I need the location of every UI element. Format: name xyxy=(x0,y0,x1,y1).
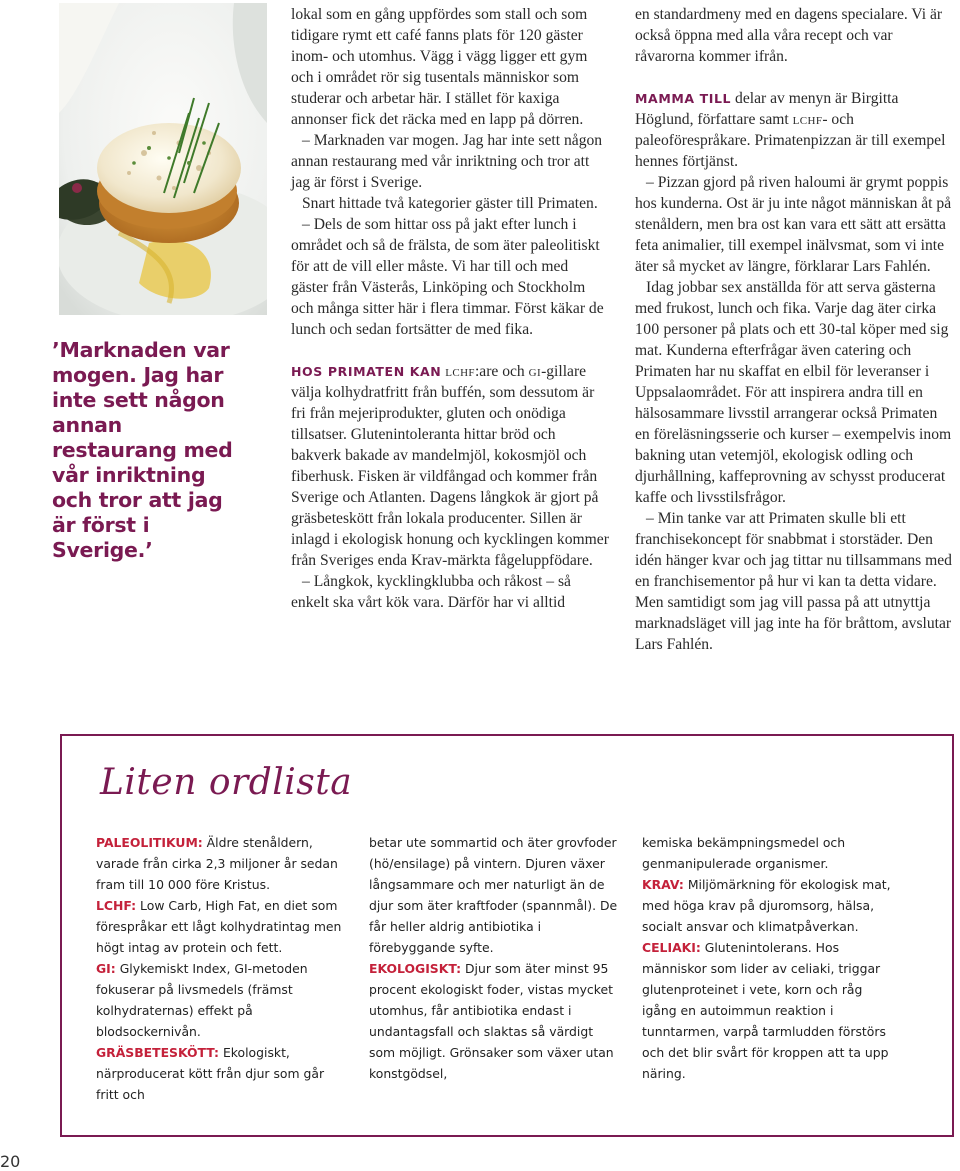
glossary-definition: Glykemiskt Index, GI-metoden fokuserar på livsmedels (främst kolhydraternas) effekt på blodsockernivån. xyxy=(96,961,308,1039)
paragraph: – Marknaden var mogen. Jag har inte sett någon annan restaurang med vår inriktning och tror att jag är först i Sverige. xyxy=(291,132,603,191)
glossary-entry xyxy=(96,895,346,958)
paragraph: – Dels de som hittar oss på jakt efter lunch i området och så de frälsta, de som äter paleolitiskt för att de vill eller måste. Vi har till och med gäster från Västerås, Linköping och Stockholm och många sitter här i flera timmar. Först käkar de lunch och sedan fortsätter de med fika. xyxy=(291,216,604,338)
food-photo xyxy=(59,3,267,315)
pull-quote: ’Marknaden var mogen. Jag har inte sett någon annan restaurang med vår inriktning och tror att jag är först i Sverige.’ xyxy=(52,338,233,562)
abbr: lchf xyxy=(792,111,823,128)
glossary-entry xyxy=(642,832,894,874)
glossary-definition: Low Carb, High Fat, en diet som förespråkar ett lågt kolhydratintag men högt intag av protein och fett. xyxy=(96,898,342,955)
glossary-term: PALEOLITIKUM: xyxy=(96,835,203,850)
paragraph: lokal som en gång uppfördes som stall och som tidigare rymt ett café fanns plats för 120 gäster inom- och utomhus. Vägg i vägg ligger ett gym och i området rör sig tusentals människor som studerar och arbetar här. I stället för kaxiga annonser fick det räcka med en lapp på dörren. xyxy=(291,6,588,128)
glossary-entry xyxy=(369,958,619,1084)
glossary-term: LCHF: xyxy=(96,898,137,913)
glossary-definition: Miljömärkning för ekologisk mat, med höga krav på djuromsorg, hälsa, socialt ansvar och klimatpåverkan. xyxy=(642,877,891,934)
paragraph: – Min tanke var att Primaten skulle bli ett franchisekoncept för snabbmat i storstäder. Den idén hänger kvar och jag tittar nu tillsammans med en franchisementor på hur vi kan ta detta vidare. Men samtidigt som jag vill passa på att utnyttja marknadsläget vill jag inte ha för bråttom, avslutar Lars Fahlén. xyxy=(635,510,952,653)
paragraph xyxy=(635,88,955,172)
glossary-entry xyxy=(96,832,346,895)
glossary-term: CELIAKI: xyxy=(642,940,701,955)
glossary-entry xyxy=(369,832,619,958)
glossary-column-3 xyxy=(642,832,894,1084)
glossary-entry xyxy=(96,958,346,1042)
glossary-title: Liten ordlista xyxy=(100,762,353,803)
article-column-3 xyxy=(635,4,955,655)
glossary-definition: Äldre stenåldern, varade från cirka 2,3 miljoner år sedan fram till 10 000 före Kristus. xyxy=(96,835,338,892)
text: -gillare välja kolhydratfritt från buffén, som dessutom är fri från mejeriprodukter, gluten och onödiga tillsatser. Glutenintoleranta hittar bröd och bakverk bakade av mandelmjöl, kokosmjöl och fiberhusk. Fisken är vildfångad och kommer från Sverige och Atlanten. Dagens långkok är gjort på gräsbeteskött från lokala producenter. Sillen är inlagd i ekologisk honung och kycklingen kommer från Sveriges enda Krav-märkta fågeluppfödare. xyxy=(291,363,609,569)
glossary-definition: kemiska bekämpningsmedel och genmanipulerade organismer. xyxy=(642,835,846,871)
glossary-column-1 xyxy=(96,832,346,1105)
glossary-definition: Ekologiskt, närproducerat kött från djur som går fritt och xyxy=(96,1045,325,1102)
paragraph: – Långkok, kycklingklubba och råkost – så enkelt ska vårt kök vara. Därför har vi alltid xyxy=(291,573,571,611)
number: 30 xyxy=(818,321,836,338)
page-number: 20 xyxy=(0,1152,21,1171)
paragraph xyxy=(291,361,609,571)
glossary-definition: Glutenintolerans. Hos människor som lider av celiaki, triggar glutenproteinet i vete, korn och råg igång en autoimmun reaktion i tunntarmen, varpå tarmludden förstörs och det blir svårt för kroppen att ta upp näring. xyxy=(642,940,889,1081)
glossary-term: GI: xyxy=(96,961,116,976)
text: personer på plats och ett xyxy=(659,321,819,338)
glossary-term: GRÄSBETESKÖTT: xyxy=(96,1045,220,1060)
glossary-column-2 xyxy=(369,832,619,1084)
text: -tal köper med sig mat. Kunderna efterfrågar även catering och Primaten har nu skaffat en elbil för leveranser i Uppsalaområdet. För att inspirera andra till en hälsosammare livsstil arrangerar också Primaten en föreläsningsserie och kurser – exempelvis inom bakning utan vetemjöl, ekologisk odling och djurhållning, kaffeprovning av schysst producerat kaffe och livsstilsfrågor. xyxy=(635,321,952,506)
glossary-entry xyxy=(96,1042,346,1105)
text: Idag jobbar sex anställda för att serva gästerna med frukost, lunch och fika. Varje dag äter cirka xyxy=(635,279,937,317)
article-column-2 xyxy=(291,4,609,613)
abbr: gi xyxy=(528,363,542,380)
glossary-term: EKOLOGISKT: xyxy=(369,961,462,976)
glossary-term: KRAV: xyxy=(642,877,684,892)
text: :are och xyxy=(474,363,529,380)
glossary-definition: Djur som äter minst 95 procent ekologiskt foder, vistas mycket utomhus, får antibiotika endast i undantagsfall och slaktas så värdigt som möjligt. Grönsaker som växer utan konstgödsel, xyxy=(369,961,614,1081)
section-lead: HOS PRIMATEN KAN xyxy=(291,364,442,379)
paragraph xyxy=(635,277,955,508)
paragraph: Snart hittade två kategorier gäster till Primaten. xyxy=(302,195,598,212)
number: 100 xyxy=(635,321,660,338)
glossary-entry xyxy=(642,874,894,937)
paragraph: en standardmeny med en dagens specialare. Vi är också öppna med alla våra recept och var råvarorna kommer ifrån. xyxy=(635,6,943,65)
section-lead: MAMMA TILL xyxy=(635,91,732,106)
text: delar av menyn är Birgitta Höglund, författare samt xyxy=(635,90,899,128)
text: - och paleoförespråkare. Primatenpizzan är till exempel hennes förtjänst. xyxy=(635,111,946,170)
paragraph: – Pizzan gjord på riven haloumi är grymt poppis hos kunderna. Ost är ju inte något människan åt på stenåldern, men bra ost kan vara ett sätt att ersätta feta animalier, till exempel inälvsmat, som vi inte äter så mycket av längre, förklarar Lars Fahlén. xyxy=(635,174,952,275)
glossary-definition: betar ute sommartid och äter grovfoder (hö/ensilage) på vintern. Djuren växer långsammare och mer naturligt än de djur som äter kraftfoder (spannmål). De får heller aldrig antibiotika i förebyggande syfte. xyxy=(369,835,618,955)
food-photo-svg xyxy=(59,3,267,315)
glossary-entry xyxy=(642,937,894,1084)
abbr: lchf xyxy=(445,363,475,380)
